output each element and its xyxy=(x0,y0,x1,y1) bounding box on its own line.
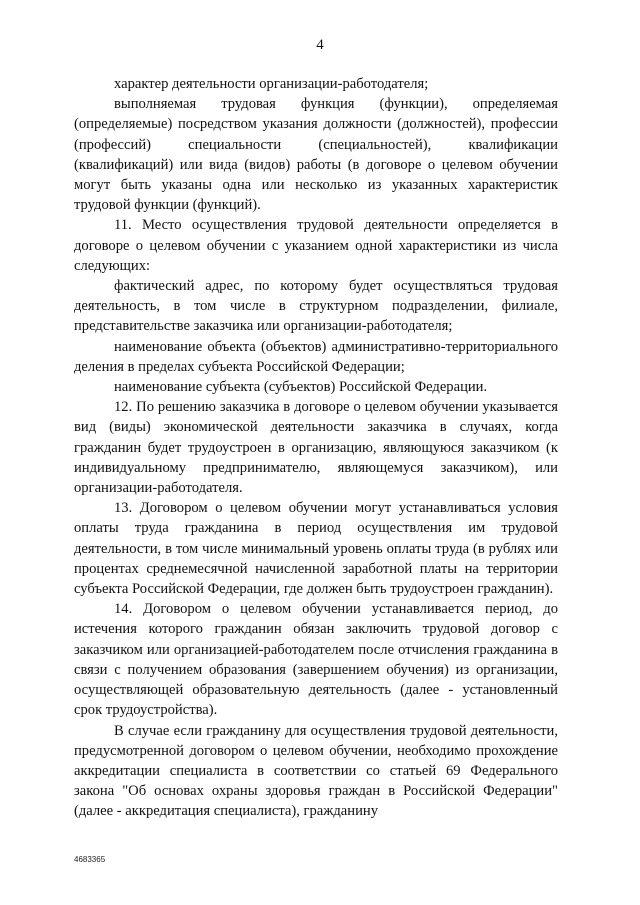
paragraph-actual-address: фактический адрес, по которому будет осуществляться трудовая деятельность, в том числе в структурном подразделении, филиале, представительстве заказчика или организации-работодателя; xyxy=(74,278,558,335)
page-number: 4 xyxy=(316,37,324,53)
paragraph-clause-11: 11. Место осуществления трудовой деятельности определяется в договоре о целевом обучении с указанием одной характеристики из числа следующих: xyxy=(74,217,558,274)
document-body xyxy=(74,74,558,822)
paragraph-accreditation: В случае если гражданину для осуществления трудовой деятельности, предусмотренной договором о целевом обучении, необходимо прохождение аккредитации специалиста в соответствии со статьей 69 Федерального закона "Об основах охраны здоровья граждан в Российской Федерации" (далее - аккредитация специалиста), гражданину xyxy=(74,722,558,820)
paragraph-clause-12: 12. По решению заказчика в договоре о целевом обучении указывается вид (виды) экономической деятельности заказчика в случаях, когда гражданин будет трудоустроен в организацию, являющуюся заказчиком (к индивидуальному предпринимателю, являющемуся заказчиком), или организации-работодателя. xyxy=(74,399,558,497)
document-id: 4683365 xyxy=(74,855,106,864)
paragraph-labor-function: выполняемая трудовая функция (функции), определяемая (определяемые) посредством указания должности (должностей), профессии (профессий) специальности (специальностей), квалификации (квалификаций) или вида (видов) работы (в договоре о целевом обучении могут быть указаны одна или несколько из указанных характеристик трудовой функции (функций). xyxy=(74,96,558,214)
paragraph-federal-subject: наименование субъекта (субъектов) Российской Федерации. xyxy=(114,379,488,396)
paragraph-employer-activity: характер деятельности организации-работодателя; xyxy=(114,76,429,92)
paragraph-territorial-object: наименование объекта (объектов) административно-территориального деления в пределах субъекта Российской Федерации; xyxy=(74,338,558,375)
paragraph-clause-13: 13. Договором о целевом обучении могут устанавливаться условия оплаты труда гражданина в период осуществления им трудовой деятельности, в том числе минимальный уровень оплаты труда (в рублях или процентах среднемесячной начисленной заработной платы на территории субъекта Российской Федерации, где должен быть трудоустроен гражданин). xyxy=(74,500,558,598)
paragraph-clause-14: 14. Договором о целевом обучении устанавливается период, до истечения которого гражданин обязан заключить трудовой договор с заказчиком или организацией-работодателем после отчисления гражданина в связи с получением образования (завершением обучения) из организации, осуществляющей образовательную деятельность (далее - установленный срок трудоустройства). xyxy=(74,601,558,719)
